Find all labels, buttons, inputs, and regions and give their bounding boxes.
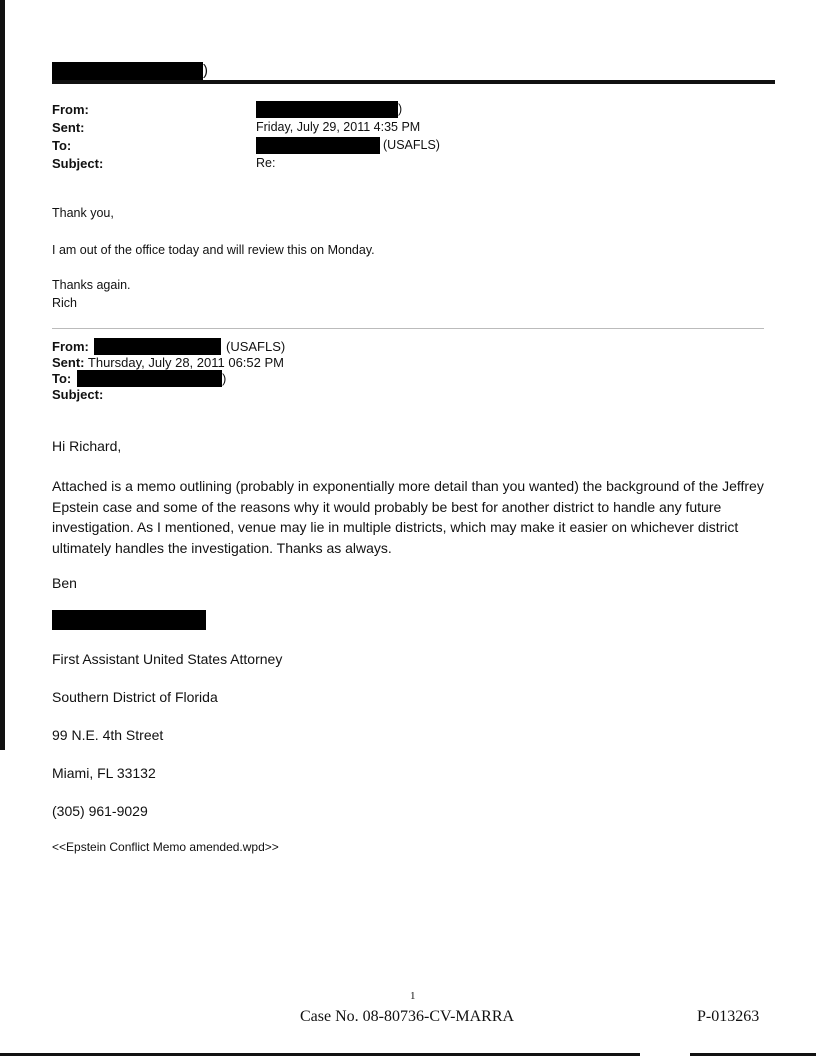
reply-line-1: Thank you,	[52, 206, 114, 220]
redacted-orig-to	[77, 370, 222, 387]
orig-from-suffix: (USAFLS)	[226, 339, 286, 354]
to-label: To:	[52, 138, 72, 153]
title-rule	[52, 80, 775, 84]
orig-subject-colon: :	[98, 387, 104, 402]
redacted-to	[256, 137, 380, 154]
message-signoff: Ben	[52, 575, 77, 591]
orig-to-label: To:	[52, 371, 72, 386]
title-paren: )	[203, 62, 208, 79]
message-paragraph: Attached is a memo outlining (probably in exponentially more detail than you wanted) the background of the Jeffrey Epstein case and some of the reasons why it would probably be best for another district to handle any future investigation. As I mentioned, venue may lie in multiple districts, which may make it easier on whichever district ultimately handles the investigation. Thanks as always.	[52, 478, 764, 556]
attachment-name[interactable]: <<Epstein Conflict Memo amended.wpd>>	[52, 840, 279, 854]
sent-value: Friday, July 29, 2011 4:35 PM	[256, 120, 421, 134]
orig-subject-row	[52, 387, 103, 402]
orig-subject-label: Subject	[52, 387, 99, 402]
signature-city: Miami, FL 33132	[52, 765, 156, 781]
orig-sent-label: Sent	[52, 355, 81, 370]
redacted-orig-from	[94, 338, 221, 355]
orig-from-label: From	[52, 339, 85, 354]
subject-label: Subject:	[52, 156, 104, 171]
case-number: Case No. 08-80736-CV-MARRA	[300, 1008, 515, 1025]
scan-edge-left	[0, 0, 5, 750]
signature-phone: (305) 961-9029	[52, 803, 148, 819]
orig-sent-value: Thursday, July 28, 2011 06:52 PM	[87, 355, 284, 370]
to-suffix: (USAFLS)	[383, 138, 440, 152]
page-number: 1	[410, 990, 416, 1002]
signature-title: First Assistant United States Attorney	[52, 651, 283, 667]
orig-from-row	[52, 339, 89, 354]
reply-line-2: I am out of the office today and will review this on Monday.	[52, 243, 375, 257]
orig-from-colon: :	[84, 339, 89, 354]
orig-to-paren: )	[222, 371, 227, 386]
signature-office: Southern District of Florida	[52, 689, 218, 705]
redacted-title-name	[52, 62, 203, 82]
orig-sent-colon: :	[80, 355, 85, 370]
reply-line-3: Thanks again.	[52, 278, 131, 292]
orig-sent-row	[52, 355, 284, 370]
message-greeting: Hi Richard,	[52, 438, 122, 454]
redacted-signature-name	[52, 610, 206, 630]
signature-street: 99 N.E. 4th Street	[52, 727, 164, 743]
from-label: From:	[52, 102, 89, 117]
subject-value: Re:	[256, 156, 276, 170]
redacted-from	[256, 101, 398, 118]
bates-number: P-013263	[697, 1008, 760, 1025]
reply-line-4: Rich	[52, 296, 78, 310]
message-separator	[52, 328, 764, 329]
sent-label: Sent:	[52, 120, 85, 135]
from-paren: )	[398, 102, 403, 116]
